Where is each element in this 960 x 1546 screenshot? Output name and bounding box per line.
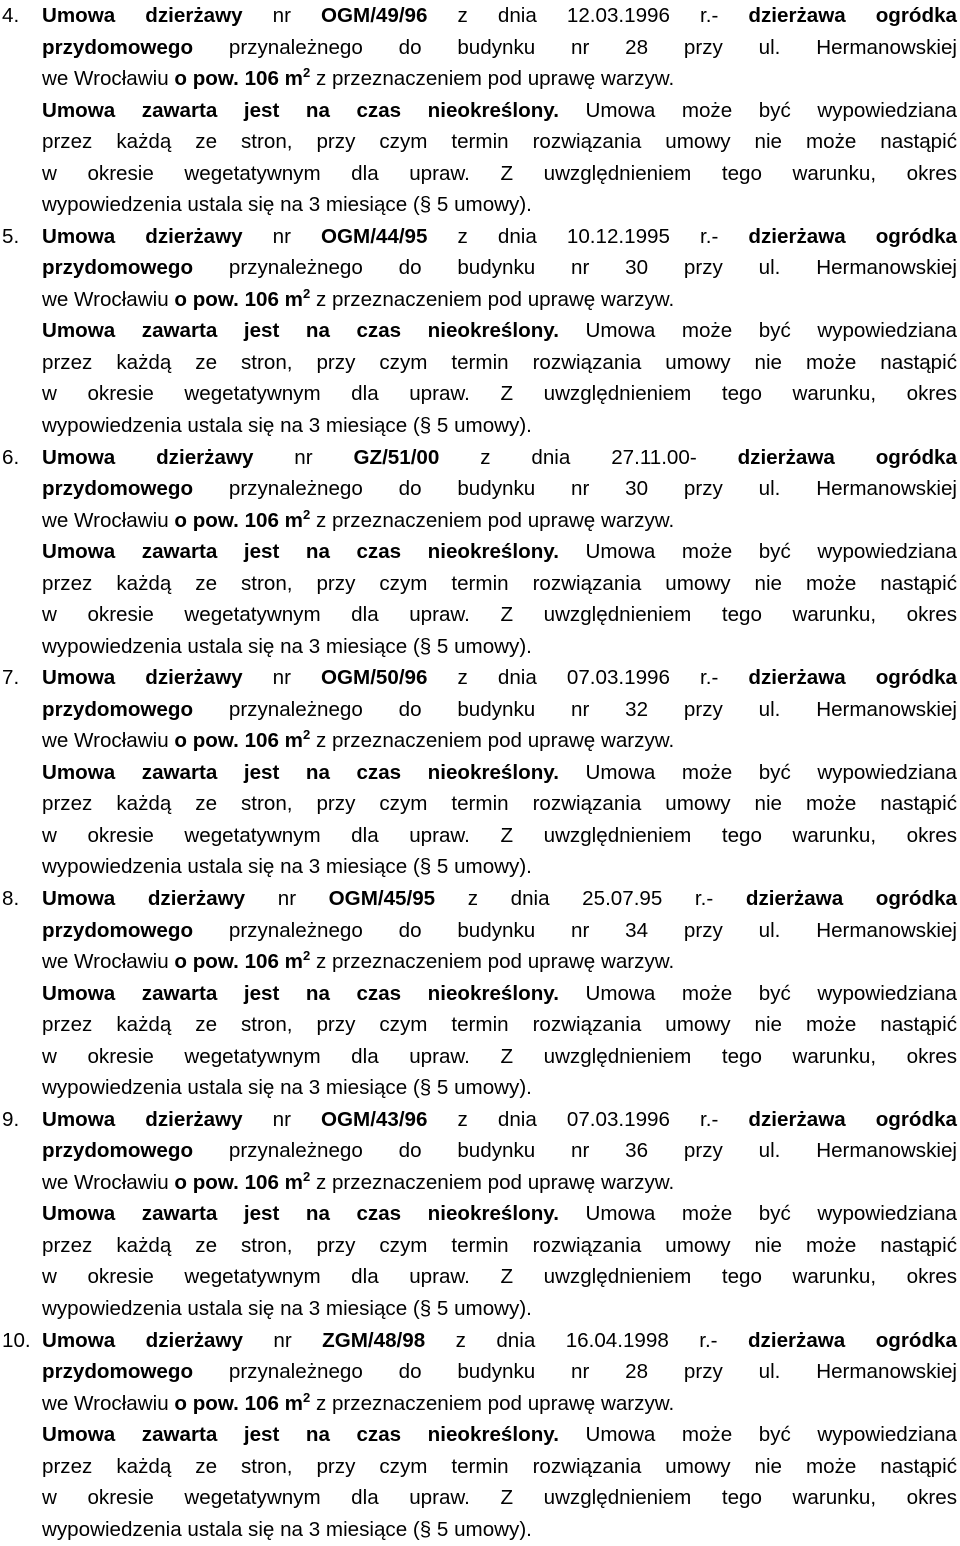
city: we Wrocławiu	[42, 508, 169, 532]
building-prefix: przydomowego	[42, 477, 194, 501]
entry-line-area	[42, 946, 957, 978]
entry-line-7: wypowiedzenia ustala się na 3 miesiące (§ 5 umowy).	[42, 1517, 532, 1541]
lease-entry	[0, 883, 960, 1104]
lease-entry	[0, 1104, 960, 1325]
term-bold: Umowa zawarta jest na czas nieokreślony.	[42, 981, 559, 1005]
purpose: z przeznaczeniem pod uprawę warzyw.	[315, 1170, 675, 1194]
entry-line-term	[42, 757, 957, 789]
entry-line-title	[42, 1104, 957, 1136]
building-prefix: przydomowego	[42, 697, 194, 721]
entry-number: 6.	[2, 445, 20, 469]
building-mid: przynależnego do budynku nr	[228, 256, 590, 280]
term-bold: Umowa zawarta jest na czas nieokreślony.	[42, 98, 559, 122]
entry-line-6: w okresie wegetatywnym dla upraw. Z uwzględnieniem tego warunku, okres	[42, 1486, 957, 1510]
street-label: przy ul.	[683, 697, 781, 721]
contract-date: 07.03.1996 r.-	[566, 1107, 719, 1131]
term-bold: Umowa zawarta jest na czas nieokreślony.	[42, 760, 559, 784]
entry-line-5: przez każdą ze stron, przy czym termin rozwiązania umowy nie może nastąpić	[42, 792, 957, 816]
entry-number: 10.	[2, 1328, 31, 1352]
lease-type: dzierżawa ogródka	[745, 887, 957, 911]
entry-line-title	[42, 442, 957, 474]
term-bold: Umowa zawarta jest na czas nieokreślony.	[42, 319, 559, 343]
street-name: Hermanowskiej	[816, 697, 957, 721]
entry-number: 9.	[2, 1107, 20, 1131]
city: we Wrocławiu	[42, 729, 169, 753]
lease-type: dzierżawa ogródka	[748, 4, 957, 27]
term-bold: Umowa zawarta jest na czas nieokreślony.	[42, 1423, 559, 1447]
building-number: 28	[625, 35, 649, 59]
entry-line-term	[42, 95, 957, 127]
nr-label: nr	[294, 445, 313, 469]
entry-line-5: przez każdą ze stron, przy czym termin rozwiązania umowy nie może nastąpić	[42, 350, 957, 374]
lease-type: dzierżawa ogródka	[747, 1328, 957, 1352]
entry-line-building	[42, 1135, 957, 1167]
contract-number: OGM/44/95	[321, 224, 428, 248]
lease-entry	[0, 662, 960, 883]
street-name: Hermanowskiej	[816, 35, 957, 59]
entry-line-area	[42, 505, 957, 537]
date-label: z dnia	[457, 4, 537, 27]
entry-line-7: wypowiedzenia ustala się na 3 miesiące (§ 5 umowy).	[42, 413, 532, 437]
area-superscript: 2	[302, 506, 311, 522]
entry-line-term	[42, 1198, 957, 1230]
term-rest: Umowa może być wypowiedziana	[585, 98, 957, 122]
purpose: z przeznaczeniem pod uprawę warzyw.	[315, 287, 675, 311]
city: we Wrocławiu	[42, 287, 169, 311]
lease-label: Umowa dzierżawy	[42, 666, 243, 690]
date-label: z dnia	[455, 1328, 536, 1352]
building-number: 30	[625, 477, 649, 501]
street-label: przy ul.	[683, 1360, 781, 1384]
entry-line-6: w okresie wegetatywnym dla upraw. Z uwzględnieniem tego warunku, okres	[42, 1044, 957, 1068]
area-label: o pow.	[174, 1170, 239, 1194]
lease-label: Umowa dzierżawy	[42, 224, 243, 248]
entry-body	[42, 1104, 957, 1325]
term-rest: Umowa może być wypowiedziana	[585, 540, 957, 564]
date-label: z dnia	[480, 445, 571, 469]
entry-line-5: przez każdą ze stron, przy czym termin rozwiązania umowy nie może nastąpić	[42, 130, 957, 153]
area-label: o pow.	[174, 508, 239, 532]
purpose: z przeznaczeniem pod uprawę warzyw.	[315, 67, 675, 90]
entry-line-7: wypowiedzenia ustala się na 3 miesiące (§ 5 umowy).	[42, 1296, 532, 1320]
lease-label: Umowa dzierżawy	[42, 445, 254, 469]
entry-line-area	[42, 1388, 957, 1420]
area-value: 106 $m^2$	[244, 727, 311, 753]
street-name: Hermanowskiej	[816, 1360, 957, 1384]
purpose: z przeznaczeniem pod uprawę warzyw.	[315, 950, 675, 974]
term-bold: Umowa zawarta jest na czas nieokreślony.	[42, 1202, 559, 1226]
lease-entry	[0, 442, 960, 663]
street-label: przy ul.	[683, 35, 781, 59]
building-number: 28	[625, 1360, 649, 1384]
entry-line-area	[42, 284, 957, 316]
entry-line-title	[42, 0, 957, 32]
term-rest: Umowa może być wypowiedziana	[585, 319, 957, 343]
building-prefix: przydomowego	[42, 1139, 194, 1163]
street-name: Hermanowskiej	[816, 256, 957, 280]
contract-date: 25.07.95 r.-	[582, 887, 714, 911]
contract-date: 12.03.1996 r.-	[566, 4, 719, 27]
entry-line-title	[42, 883, 957, 915]
area-superscript: 2	[302, 727, 311, 743]
contract-number: OGM/45/95	[328, 887, 436, 911]
entry-line-6: w okresie wegetatywnym dla upraw. Z uwzględnieniem tego warunku, okres	[42, 161, 957, 185]
entry-line-5: przez każdą ze stron, przy czym termin rozwiązania umowy nie może nastąpić	[42, 571, 957, 595]
street-label: przy ul.	[683, 477, 781, 501]
entry-line-6: w okresie wegetatywnym dla upraw. Z uwzględnieniem tego warunku, okres	[42, 382, 957, 406]
term-rest: Umowa może być wypowiedziana	[585, 1423, 957, 1447]
lease-label: Umowa dzierżawy	[42, 1328, 243, 1352]
entry-line-7: wypowiedzenia ustala się na 3 miesiące (§ 5 umowy).	[42, 855, 532, 879]
building-mid: przynależnego do budynku nr	[228, 477, 590, 501]
nr-label: nr	[272, 4, 291, 27]
contract-number: OGM/50/96	[321, 666, 428, 690]
entry-line-7: wypowiedzenia ustala się na 3 miesiące (§ 5 umowy).	[42, 1076, 532, 1100]
entry-line-building	[42, 473, 957, 505]
entry-line-title	[42, 221, 957, 253]
entry-line-7: wypowiedzenia ustala się na 3 miesiące (§ 5 umowy).	[42, 193, 532, 216]
entry-line-building	[42, 915, 957, 947]
purpose: z przeznaczeniem pod uprawę warzyw.	[315, 508, 675, 532]
entry-body	[42, 442, 957, 663]
entry-line-title	[42, 662, 957, 694]
building-mid: przynależnego do budynku nr	[228, 1360, 590, 1384]
building-number: 30	[625, 256, 649, 280]
lease-label: Umowa dzierżawy	[42, 4, 243, 27]
entry-line-title	[42, 1325, 957, 1357]
entry-line-term	[42, 536, 957, 568]
area-superscript: 2	[302, 65, 311, 80]
entry-line-7: wypowiedzenia ustala się na 3 miesiące (§ 5 umowy).	[42, 634, 532, 658]
entry-body	[42, 221, 957, 442]
nr-label: nr	[277, 887, 297, 911]
date-label: z dnia	[457, 224, 537, 248]
lease-label: Umowa dzierżawy	[42, 1107, 243, 1131]
area-value: 106 $m^2$	[244, 948, 311, 974]
entry-line-5: przez każdą ze stron, przy czym termin rozwiązania umowy nie może nastąpić	[42, 1454, 957, 1478]
lease-type: dzierżawa ogródka	[748, 224, 957, 248]
building-number: 32	[625, 697, 649, 721]
lease-entry	[0, 1325, 960, 1546]
contract-number: OGM/49/96	[321, 4, 428, 27]
area-value: 106 $m^2$	[244, 1389, 311, 1415]
date-label: z dnia	[467, 887, 550, 911]
nr-label: nr	[272, 224, 291, 248]
city: we Wrocławiu	[42, 950, 169, 974]
building-mid: przynależnego do budynku nr	[228, 35, 590, 59]
lease-entry	[0, 221, 960, 442]
area-superscript: 2	[302, 948, 311, 964]
entry-line-area	[42, 725, 957, 757]
contract-date: 07.03.1996 r.-	[566, 666, 719, 690]
purpose: z przeznaczeniem pod uprawę warzyw.	[315, 729, 675, 753]
area-value: 106 $m^2$	[244, 1168, 311, 1194]
term-rest: Umowa może być wypowiedziana	[585, 760, 957, 784]
nr-label: nr	[273, 1328, 292, 1352]
date-label: z dnia	[457, 666, 537, 690]
nr-label: nr	[272, 1107, 291, 1131]
lease-type: dzierżawa ogródka	[737, 445, 957, 469]
term-bold: Umowa zawarta jest na czas nieokreślony.	[42, 540, 559, 564]
contract-date: 16.04.1998 r.-	[565, 1328, 718, 1352]
city: we Wrocławiu	[42, 1170, 169, 1194]
entry-line-6: w okresie wegetatywnym dla upraw. Z uwzględnieniem tego warunku, okres	[42, 1265, 957, 1289]
entry-line-building	[42, 32, 957, 64]
entry-number: 8.	[2, 887, 20, 911]
entry-line-building	[42, 252, 957, 284]
contract-number: OGM/43/96	[321, 1107, 428, 1131]
entry-number: 5.	[2, 224, 20, 248]
contract-date: 27.11.00-	[611, 445, 697, 469]
entry-body	[42, 0, 957, 221]
entry-line-area	[42, 1167, 957, 1199]
entry-number: 4.	[2, 4, 20, 27]
building-mid: przynależnego do budynku nr	[228, 697, 590, 721]
contract-number: GZ/51/00	[353, 445, 440, 469]
entry-line-term	[42, 315, 957, 347]
building-prefix: przydomowego	[42, 918, 194, 942]
building-prefix: przydomowego	[42, 1360, 194, 1384]
entry-line-building	[42, 1356, 957, 1388]
lease-label: Umowa dzierżawy	[42, 887, 246, 911]
building-mid: przynależnego do budynku nr	[228, 918, 590, 942]
entry-body	[42, 662, 957, 883]
area-value: 106 $m^2$	[244, 65, 311, 90]
term-rest: Umowa może być wypowiedziana	[585, 981, 957, 1005]
street-label: przy ul.	[683, 918, 781, 942]
street-name: Hermanowskiej	[816, 1139, 957, 1163]
street-name: Hermanowskiej	[816, 918, 957, 942]
street-label: przy ul.	[683, 256, 781, 280]
purpose: z przeznaczeniem pod uprawę warzyw.	[315, 1391, 675, 1415]
entry-number: 7.	[2, 666, 20, 690]
entry-line-5: przez każdą ze stron, przy czym termin rozwiązania umowy nie może nastąpić	[42, 1013, 957, 1037]
area-label: o pow.	[174, 67, 239, 90]
entry-line-5: przez każdą ze stron, przy czym termin rozwiązania umowy nie może nastąpić	[42, 1233, 957, 1257]
building-prefix: przydomowego	[42, 256, 194, 280]
contract-number: ZGM/48/98	[322, 1328, 426, 1352]
entry-line-6: w okresie wegetatywnym dla upraw. Z uwzględnieniem tego warunku, okres	[42, 823, 957, 847]
building-mid: przynależnego do budynku nr	[228, 1139, 590, 1163]
lease-type: dzierżawa ogródka	[748, 666, 957, 690]
entry-body	[42, 883, 957, 1104]
nr-label: nr	[272, 666, 291, 690]
street-label: przy ul.	[683, 1139, 781, 1163]
street-name: Hermanowskiej	[816, 477, 957, 501]
building-prefix: przydomowego	[42, 35, 194, 59]
lease-type: dzierżawa ogródka	[748, 1107, 957, 1131]
entry-line-building	[42, 694, 957, 726]
area-superscript: 2	[302, 1168, 311, 1184]
area-superscript: 2	[302, 285, 311, 301]
area-value: 106 $m^2$	[244, 285, 311, 311]
term-rest: Umowa może być wypowiedziana	[585, 1202, 957, 1226]
contract-date: 10.12.1995 r.-	[566, 224, 719, 248]
city: we Wrocławiu	[42, 1391, 169, 1415]
area-label: o pow.	[174, 287, 239, 311]
entry-line-term	[42, 1419, 957, 1451]
city: we Wrocławiu	[42, 67, 169, 90]
area-value: 106 $m^2$	[244, 506, 311, 532]
area-label: o pow.	[174, 1391, 239, 1415]
entry-line-area	[42, 63, 957, 95]
area-label: o pow.	[174, 950, 239, 974]
building-number: 36	[625, 1139, 649, 1163]
entry-line-term	[42, 978, 957, 1010]
area-label: o pow.	[174, 729, 239, 753]
entry-body	[42, 1325, 957, 1546]
lease-entry	[0, 0, 960, 221]
building-number: 34	[625, 918, 649, 942]
area-superscript: 2	[302, 1389, 311, 1405]
date-label: z dnia	[457, 1107, 537, 1131]
entry-line-6: w okresie wegetatywnym dla upraw. Z uwzględnieniem tego warunku, okres	[42, 603, 957, 627]
